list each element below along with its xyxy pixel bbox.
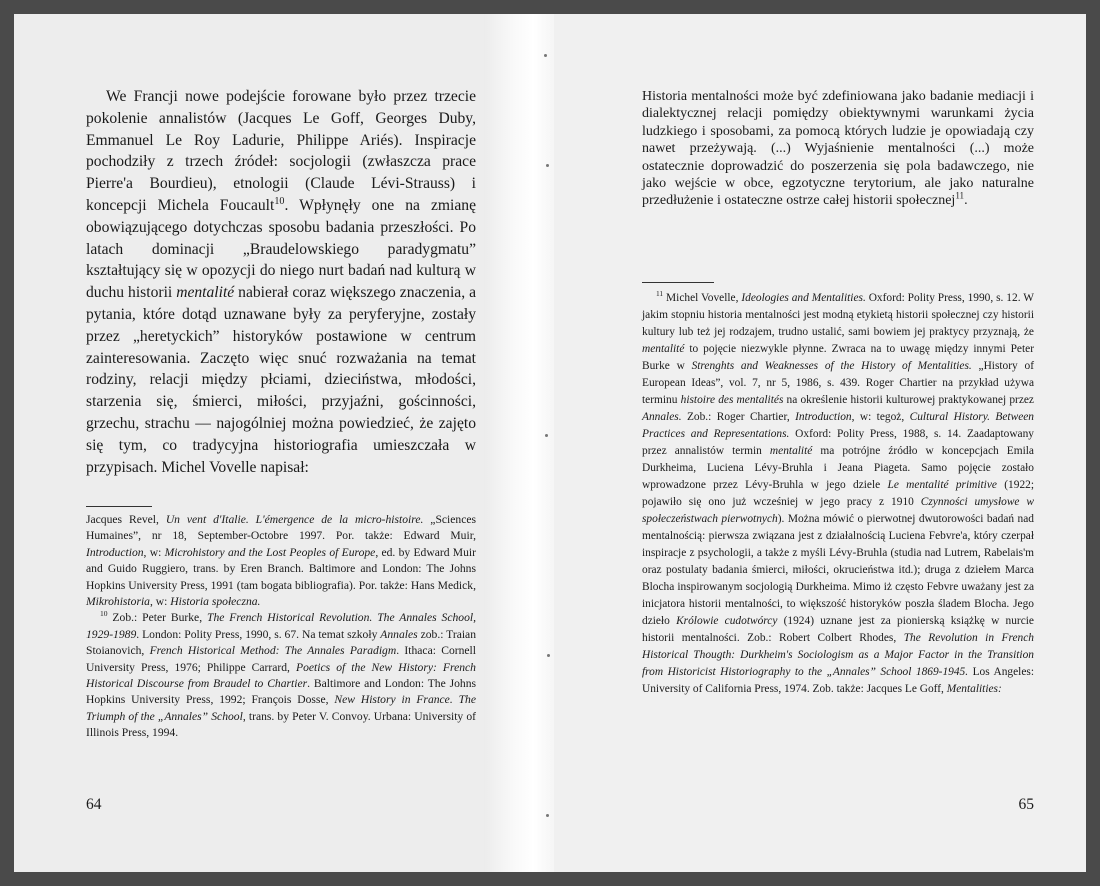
footnote-10: $^{10}$ Zob.: Peter Burke, The French Historical Revolution. The Annales School, 1929-1989. London: Polity Press, 1990, s. 67. Na temat szkoły Annales zob.: Traian Stoianovich, French Historical Method: The Annales Paradigm. Ithaca: Cornell University Press, 1976; Philippe Carrard, Poetics of the New History: French Historical Discourse from Braudel to Chartier. Baltimore and London: The Johns Hopkins University Press, 1992; François Dosse, New History in France. The Triumph of the „Annales” School, trans. by Peter V. Convoy. Urbana: University of Illinois Press, 1994. bbox=[86, 609, 477, 740]
book-spread bbox=[14, 14, 1086, 872]
footnote-rule bbox=[86, 506, 152, 507]
gutter-speck bbox=[546, 164, 549, 167]
footnote-rule bbox=[642, 282, 714, 283]
gutter-speck bbox=[547, 654, 550, 657]
left-footnotes bbox=[86, 512, 476, 742]
footnote-11: $^{11}$ Michel Vovelle, Ideologies and Mentalities. Oxford: Polity Press, 1990, s. 12. W jakim stopniu historia mentalności jest modną etykietą historii społecznej czy historii kultury lub też jej rodzajem, trudno ustalić, sami bowiem jej praktycy przyznają, że mentalité to pojęcie niezwykle płynne. Zwraca na to uwagę między innymi Peter Burke w Strenghts and Weaknesses of the History of Mentalities. „History of European Ideas”, vol. 7, nr 5, 1986, s. 439. Roger Chartier na przykład używa terminu histoire des mentalités na określenie historii kulturowej praktykowanej przez Annales. Zob.: Roger Chartier, Introduction, w: tegoż, Cultural History. Between Practices and Representations. Oxford: Polity Press, 1988, s. 14. Zaadaptowany przez annalistów termin mentalité ma potrójne źródło w koncepcjach Emila Durkheima, Luciena Lévy-Bruhla i Jeana Piageta. Samo pojęcie zostało wprowadzone przez Lévy-Bruhla w jego dziele Le mentalité primitive (1922; pojawiło się ono już wcześniej w jego pracy z 1910 Czynności umysłowe w społeczeństwach pierwotnych). Można mówić o pierwotnej dwutorowości badań nad mentalnością: pierwsza związana jest z działalnością Luciena Febvre'a, który czerpał inspiracje z psychologii, a także z myśli Lévy-Bruhla (studia nad Lutrem, Rabelais'm oraz postulaty badania śmierci, miłości, okrucieństwa itd.); druga z dziełem Marca Blocha inspirowanym socjologią Durkheima. Mimo iż często Febvre uważany jest za inicjatora historii mentalności, to większość historyków poszła śladem Blocha. Jego dzieło Królowie cudotwórcy (1924) uznane jest za pionierską książkę w nurcie historii mentalności. Zob.: Robert Colbert Rhodes, The Revolution in French Historical Thougth: Durkheim's Sociologism as a Major Factor in the Transition from Historicist Historiography to the „Annales” School 1869-1945. Los Angeles: University of California Press, 1974. Zob. także: Jacques Le Goff, Mentalities: bbox=[642, 289, 1035, 695]
left-paragraph: We Francji nowe podejście forowane było przez trzecie pokolenie annalistów (Jacques Le Goff, Georges Duby, Emmanuel Le Roy Ladurie, Philippe Ariés). Inspiracje pochodziły z trzech źródeł: socjologii (zwłaszcza prace Pierre'a Bourdieu), etnologii (Claude Lévi-Strauss) i koncepcji Michela Foucault$^{10}$. Wpłynęły one na zmianę obowiązującego dotychczas sposobu badania przeszłości. Po latach dominacji „Braudelowskiego paradygmatu” kształtujący się w opozycji do niego nurt badań nad kulturą w duchu historii mentalité nabierał coraz większego znaczenia, a pytania, które dotąd uznawane były za peryferyjne, zostały przez „heretyckich” historyków postawione w centrum zainteresowania. Zaczęto więc snuć rozważania na temat rodziny, relacji między płciami, dzieciństwa, młodości, starzenia się, śmierci, miłości, przyjaźni, gościnności, grzechu, strachu — najogólniej można powiedzieć, że zajęto się tym, co tradycyjna historiografia umieszczała w przypisach. Michel Vovelle napisał: bbox=[86, 88, 476, 476]
footnote-continuation: Jacques Revel, Un vent d'Italie. L'émergence de la micro-histoire. „Sciences Humaines”, nr 18, September-Octobre 1997. Por. także: Edward Muir, Introduction, w: Microhistory and the Lost Peoples of Europe, ed. by Edward Muir and Guido Ruggiero, trans. by Eren Branch. Baltimore and London: The Johns Hopkins University Press, 1991 (tam bogata bibliografia). Por. także: Hans Medick, Mikrohistoria, w: Historia społeczna. bbox=[86, 513, 476, 609]
vovelle-quote: Historia mentalności może być zdefiniowana jako badanie mediacji i dialektycznej relacji pomiędzy obiektywnymi warunkami życia ludzkiego i sposobami, za pomocą których ludzie je opowiadają czy nawet przeżywają. (...) Wyjaśnienie mentalności (...) może ostatecznie doprowadzić do poszerzenia się pola badawczego, nie jako wejście w obce, egzotyczne terytorium, ale jako naturalne przedłużenie i ostateczne ostrze całej historii społecznej$^{11}$. bbox=[642, 89, 1034, 209]
page-number-left: 64 bbox=[86, 796, 102, 813]
left-main-text bbox=[86, 86, 476, 478]
gutter-speck bbox=[544, 54, 547, 57]
gutter-speck bbox=[545, 434, 548, 437]
page-number-right: 65 bbox=[1018, 796, 1034, 813]
right-page bbox=[554, 14, 1086, 872]
footnote-ref-11: 11 bbox=[955, 190, 965, 201]
right-footnotes bbox=[642, 290, 1034, 698]
gutter-speck bbox=[546, 814, 549, 817]
footnote-ref-10: 10 bbox=[274, 195, 285, 207]
left-page bbox=[14, 14, 539, 872]
